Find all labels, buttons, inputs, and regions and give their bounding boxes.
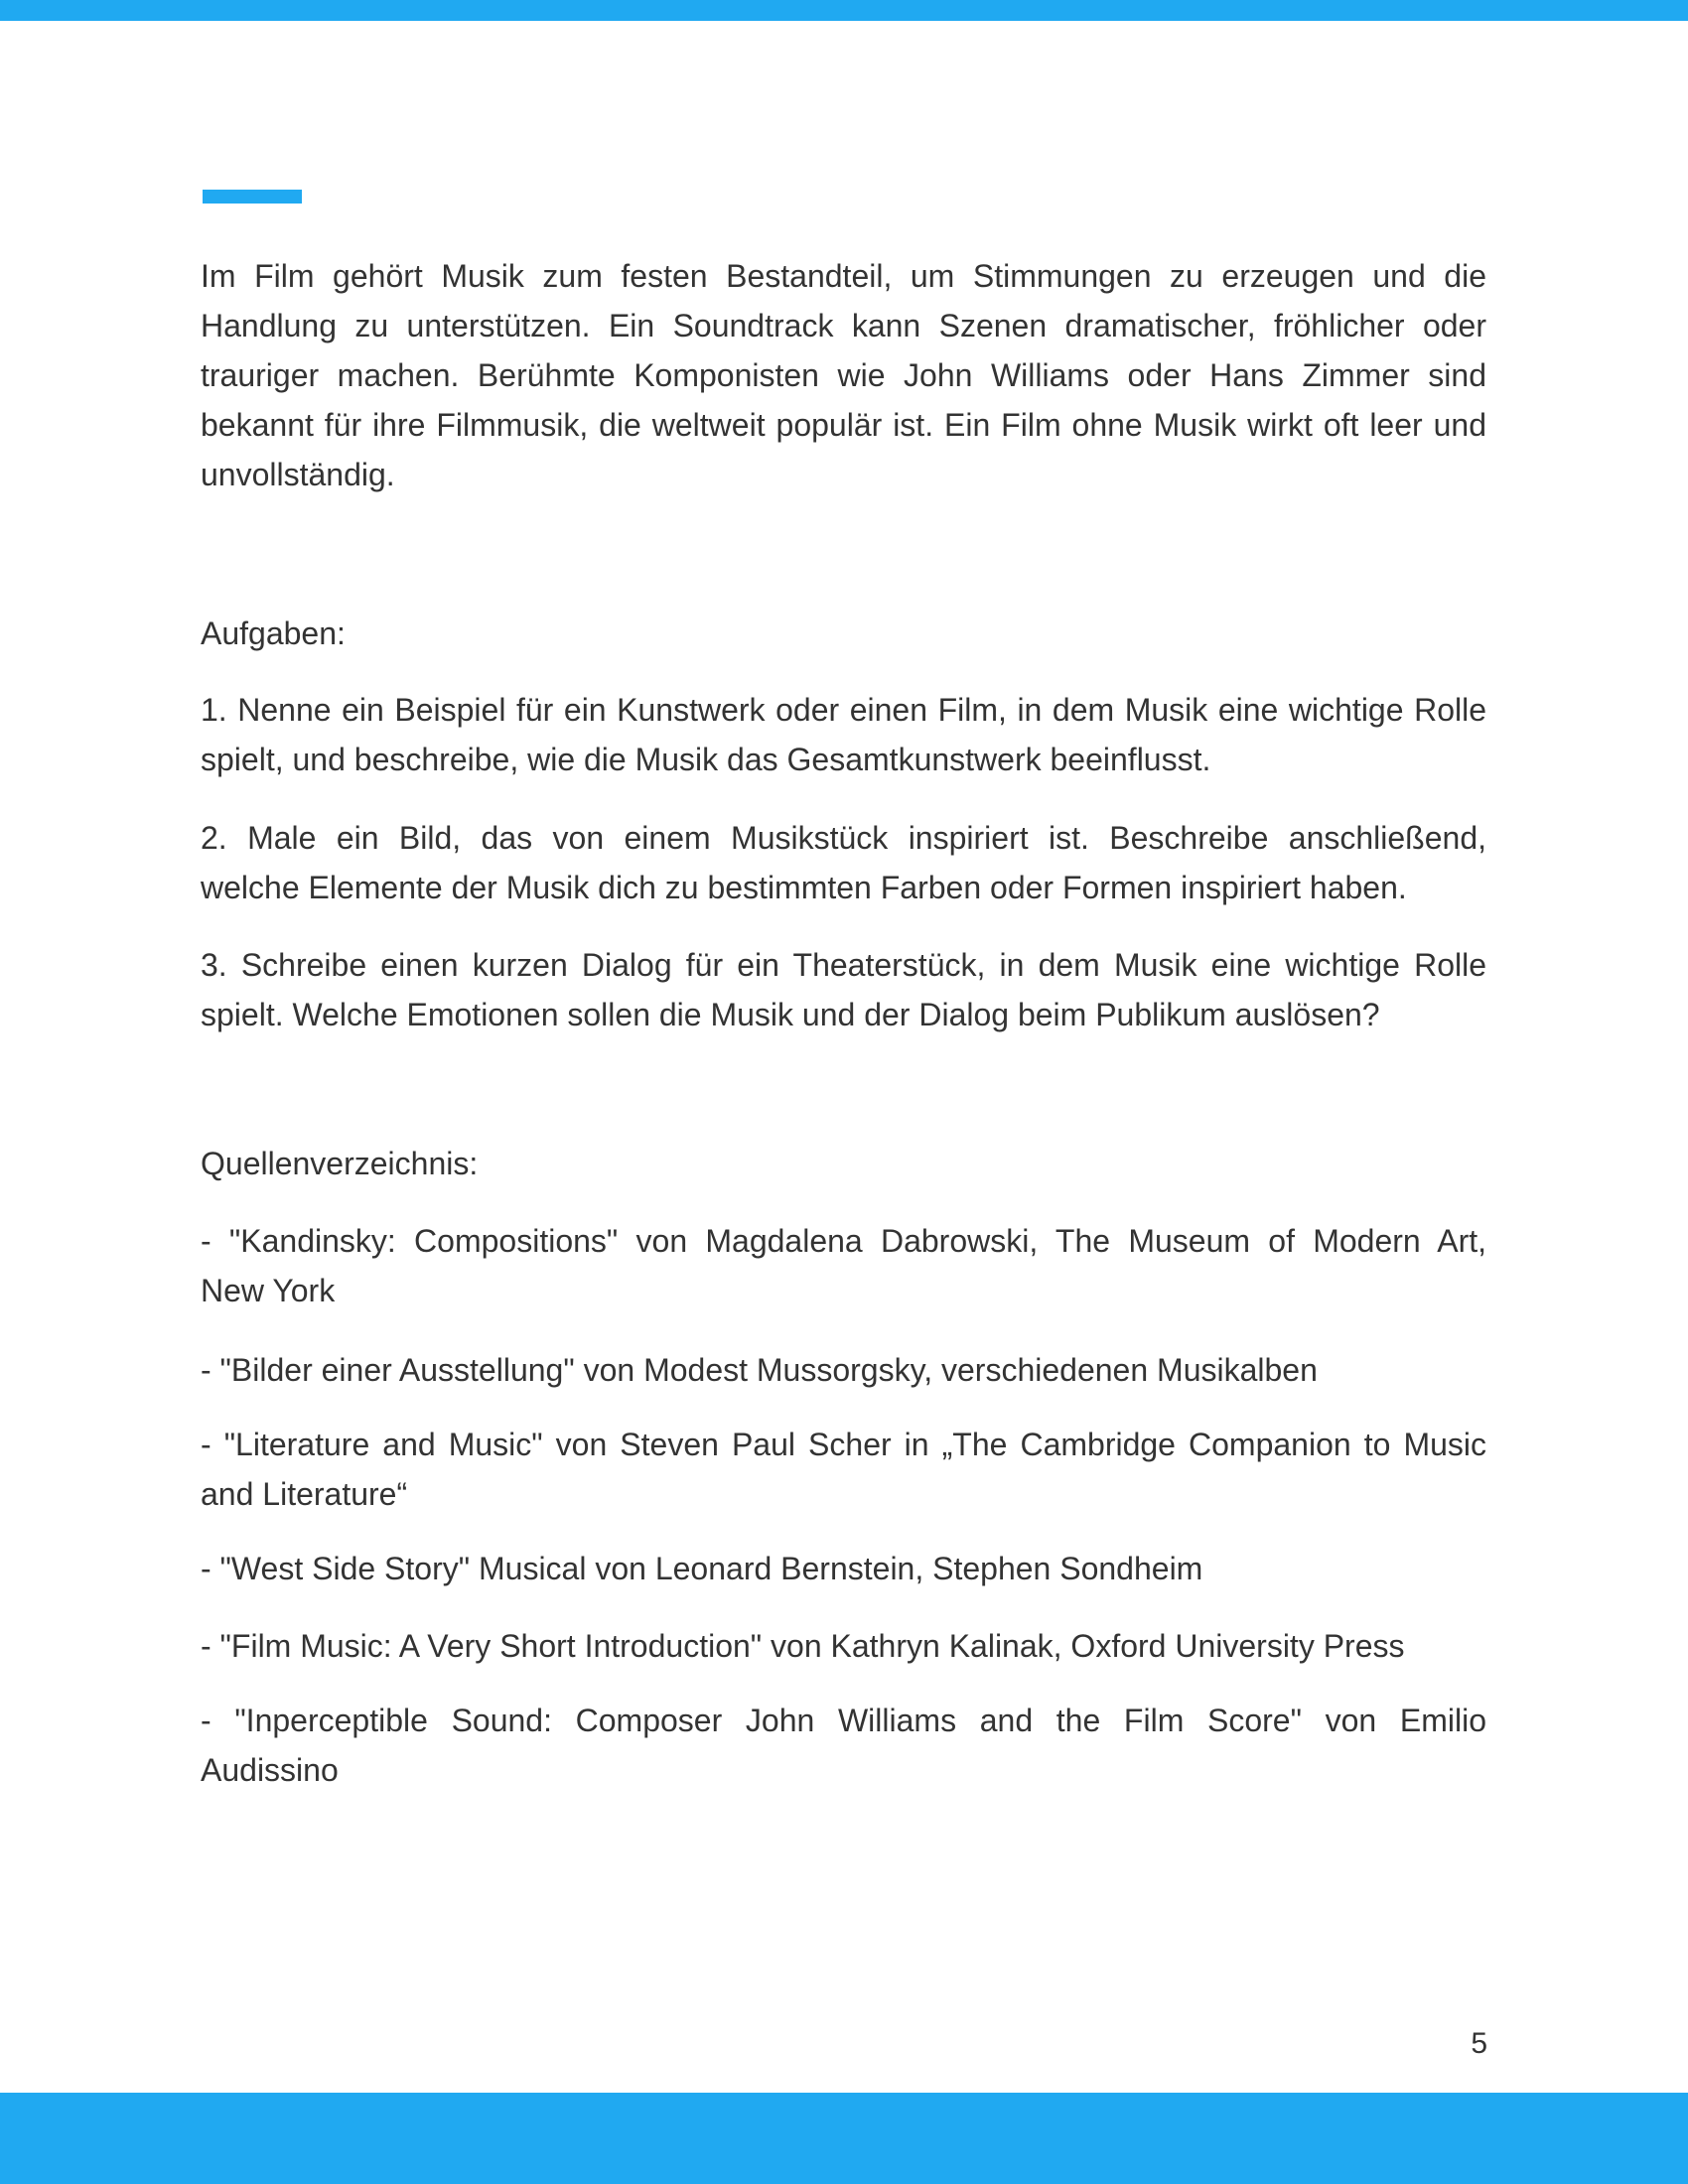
text-line: - "Kandinsky: Compositions" von Magdalena Dabrowski, The Museum of Modern Art,	[201, 1223, 1486, 1259]
task-item-3	[201, 940, 1486, 1039]
intro-paragraph	[201, 251, 1486, 499]
source-item-4	[201, 1544, 1486, 1593]
text-line: 2. Male ein Bild, das von einem Musikstück inspiriert ist. Beschreibe anschließend,	[201, 820, 1486, 856]
source-item-2	[201, 1345, 1486, 1395]
text-line: unvollständig.	[201, 457, 395, 492]
text-line: - "Literature and Music" von Steven Paul Scher in „The Cambridge Companion to Music	[201, 1427, 1486, 1462]
tasks-heading	[201, 609, 1486, 658]
footer-bar	[0, 2093, 1688, 2184]
text-line: spielt, und beschreibe, wie die Musik das Gesamtkunstwerk beeinflusst.	[201, 742, 1211, 777]
text-line: 1. Nenne ein Beispiel für ein Kunstwerk oder einen Film, in dem Musik eine wichtige Rolle	[201, 692, 1486, 728]
text-line: bekannt für ihre Filmmusik, die weltweit populär ist. Ein Film ohne Musik wirkt oft leer und	[201, 407, 1486, 443]
task-item-2	[201, 813, 1486, 912]
text-line: - "Bilder einer Ausstellung" von Modest Mussorgsky, verschiedenen Musikalben	[201, 1352, 1318, 1388]
text-line: Im Film gehört Musik zum festen Bestandteil, um Stimmungen zu erzeugen und die	[201, 258, 1486, 294]
text-line: - "Inperceptible Sound: Composer John Williams and the Film Score" von Emilio	[201, 1703, 1486, 1738]
text-line: welche Elemente der Musik dich zu bestimmten Farben oder Formen inspiriert haben.	[201, 870, 1407, 905]
text-line: - "West Side Story" Musical von Leonard Bernstein, Stephen Sondheim	[201, 1551, 1203, 1586]
heading-text: Aufgaben:	[201, 615, 346, 651]
heading-text: Quellenverzeichnis:	[201, 1146, 479, 1181]
source-item-1	[201, 1216, 1486, 1315]
text-line: Audissino	[201, 1752, 339, 1788]
text-line: New York	[201, 1273, 336, 1308]
text-line: and Literature“	[201, 1476, 408, 1512]
accent-rectangle	[203, 190, 302, 204]
source-item-5	[201, 1621, 1486, 1671]
source-item-3	[201, 1420, 1486, 1519]
text-line: spielt. Welche Emotionen sollen die Musik und der Dialog beim Publikum auslösen?	[201, 997, 1380, 1032]
source-item-6	[201, 1696, 1486, 1795]
header-bar	[0, 0, 1688, 21]
text-line: trauriger machen. Berühmte Komponisten wie John Williams oder Hans Zimmer sind	[201, 357, 1486, 393]
sources-heading	[201, 1139, 1486, 1188]
text-line: Handlung zu unterstützen. Ein Soundtrack kann Szenen dramatischer, fröhlicher oder	[201, 308, 1486, 343]
text-line: 3. Schreibe einen kurzen Dialog für ein Theaterstück, in dem Musik eine wichtige Rolle	[201, 947, 1486, 983]
page-number: 5	[1471, 2027, 1487, 2060]
text-line: - "Film Music: A Very Short Introduction" von Kathryn Kalinak, Oxford University Press	[201, 1628, 1405, 1664]
task-item-1	[201, 685, 1486, 784]
